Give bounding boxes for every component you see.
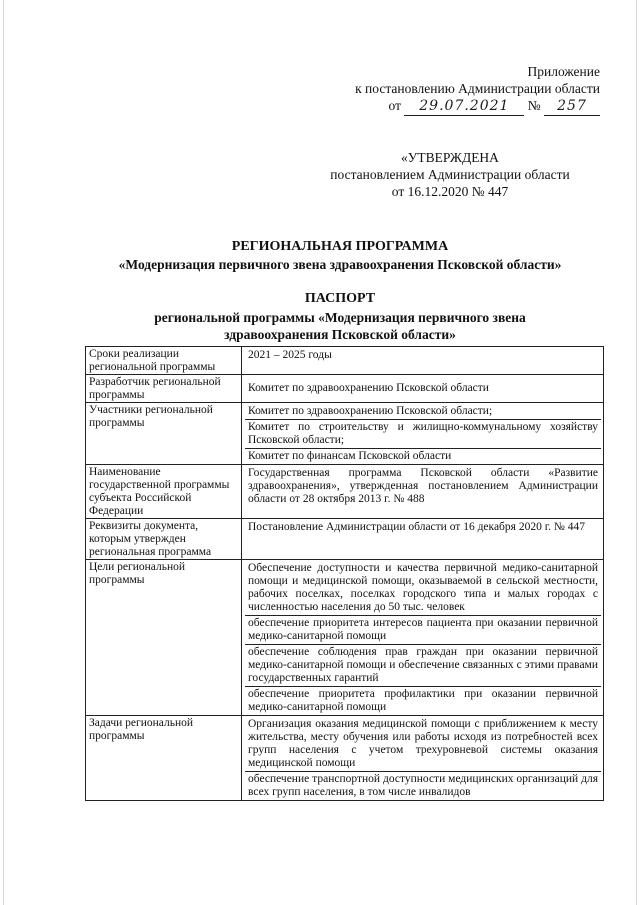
row-value xyxy=(242,403,604,465)
row-label: Реквизиты документа, которым утвержден региональная программа xyxy=(86,519,242,560)
passport-subheading-2: здравоохранения Псковской области» xyxy=(224,327,456,342)
row-value xyxy=(242,347,604,375)
passport-subheading-1: региональной программы «Модернизация первичного звена xyxy=(154,310,526,325)
value-paragraph: Обеспечение доступности и качества первичной медико-санитарной помощи и медицинской помощи, оказываемой в сельской местности, рабочих поселках, поселках городского типа и малых городах с численностью населения до 50 тыс. человек xyxy=(245,561,601,616)
appendix-resolution-ref: к постановлению Администрации области xyxy=(355,81,600,96)
passport-title xyxy=(80,290,600,343)
value-paragraph: Комитет по здравоохранению Псковской области; xyxy=(245,404,601,420)
row-value xyxy=(242,375,604,403)
appendix-header xyxy=(300,63,600,116)
row-label: Разработчик региональной программы xyxy=(86,375,242,403)
handwritten-date: 29.07.2021 xyxy=(404,98,524,116)
value-paragraph: 2021 – 2025 годы xyxy=(248,349,332,361)
number-sign: № xyxy=(527,98,541,113)
table-row xyxy=(86,347,604,375)
scan-edge-left xyxy=(3,0,4,905)
table-row xyxy=(86,560,604,716)
program-name: «Модернизация первичного звена здравоохранения Псковской области» xyxy=(118,257,562,272)
row-label: Участники региональной программы xyxy=(86,403,242,465)
value-paragraph: Организация оказания медицинской помощи с приближением к месту жительства, месту обучения или работы исходя из потребностей всех групп населения с учетом трехуровневой системы оказания медицинской помощи xyxy=(245,717,601,772)
row-value xyxy=(242,716,604,801)
table-row xyxy=(86,403,604,465)
row-label: Задачи региональной программы xyxy=(86,716,242,801)
value-paragraph: обеспечение приоритета интересов пациента при оказании первичной медико-санитарной помощи xyxy=(245,616,601,645)
value-paragraph: обеспечение соблюдения прав граждан при оказании первичной медико-санитарной помощи и обеспечение связанных с этими правами государственных гарантий xyxy=(245,645,601,687)
approved-title: «УТВЕРЖДЕНА xyxy=(401,150,499,165)
value-paragraph: Комитет по здравоохранению Псковской области xyxy=(248,382,489,394)
appendix-title: Приложение xyxy=(527,64,600,79)
passport-table xyxy=(85,346,604,801)
approval-stamp-text xyxy=(300,149,600,200)
table-row xyxy=(86,716,604,801)
value-paragraph: Государственная программа Псковской области «Развитие здравоохранения», утвержденная постановлением Администрации области от 28 октября 2013 г. № 488 xyxy=(248,467,598,505)
row-value xyxy=(242,465,604,519)
program-title xyxy=(40,238,640,274)
approved-date: от 16.12.2020 № 447 xyxy=(391,184,509,199)
row-value xyxy=(242,519,604,560)
table-row xyxy=(86,519,604,560)
program-heading: РЕГИОНАЛЬНАЯ ПРОГРАММА xyxy=(231,239,449,254)
date-prefix: от xyxy=(388,98,401,113)
value-paragraph: Постановление Администрации области от 16 декабря 2020 г. № 447 xyxy=(248,521,585,533)
value-paragraph: Комитет по финансам Псковской области xyxy=(248,450,452,462)
passport-heading: ПАСПОРТ xyxy=(304,291,376,306)
table-row xyxy=(86,465,604,519)
row-value xyxy=(242,560,604,716)
value-paragraph: обеспечение приоритета профилактики при оказании первичной медико-санитарной помощи xyxy=(248,688,598,713)
row-label: Цели региональной программы xyxy=(86,560,242,716)
scan-edge-right xyxy=(636,0,637,905)
handwritten-number: 257 xyxy=(544,98,600,116)
approved-by: постановлением Администрации области xyxy=(330,167,570,182)
value-paragraph: Комитет по строительству и жилищно-коммунальному хозяйству Псковской области; xyxy=(245,420,601,449)
value-paragraph: обеспечение транспортной доступности медицинских организаций для всех групп населения, в том числе инвалидов xyxy=(248,773,598,798)
row-label: Наименование государственной программы субъекта Российской Федерации xyxy=(86,465,242,519)
table-row xyxy=(86,375,604,403)
row-label: Сроки реализации региональной программы xyxy=(86,347,242,375)
appendix-date-line xyxy=(300,97,600,116)
